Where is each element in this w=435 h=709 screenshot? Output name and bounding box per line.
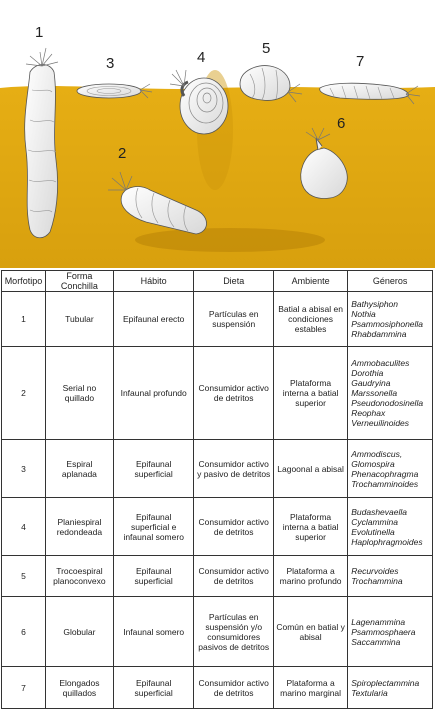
cell-generos [348, 440, 433, 498]
cell-habito: Infaunal profundo [113, 347, 194, 440]
cell-morfotipo: 1 [2, 292, 46, 347]
morphotype-5-number: 5 [262, 40, 271, 57]
header-morfotipo: Morfotipo [2, 271, 46, 292]
genus-name: Glomospira [351, 458, 395, 469]
cell-morfotipo: 2 [2, 347, 46, 440]
header-habito: Hábito [113, 271, 194, 292]
cell-generos [348, 556, 433, 597]
genus-name: Spiroplectammina [351, 677, 420, 688]
cell-ambiente: Plataforma interna a batial superior [273, 347, 347, 440]
genus-name: Haplophragmoides [351, 536, 423, 547]
cell-morfotipo: 4 [2, 498, 46, 556]
cell-habito: Epifaunal erecto [113, 292, 194, 347]
table-row [2, 347, 433, 440]
genus-name: Dorothia [351, 368, 384, 378]
table-header-row [2, 271, 433, 292]
header-dieta: Dieta [194, 271, 274, 292]
genus-name: Phenacophragma [351, 468, 419, 479]
genus-name: Marssonella [351, 388, 398, 398]
genus-name: Evolutinella [351, 526, 395, 537]
table-row [2, 667, 433, 709]
cell-habito: Epifaunal superficial [113, 556, 194, 597]
cell-ambiente: Común en batial y abisal [273, 597, 347, 667]
cell-ambiente: Plataforma a marino profundo [273, 556, 347, 597]
morphotype-7-number: 7 [356, 53, 365, 70]
cell-habito: Infaunal somero [113, 597, 194, 667]
shell-shadow [135, 228, 325, 252]
genus-name: Trochamminoides [351, 478, 419, 489]
morphotype-4-number: 4 [197, 49, 206, 66]
morphotype-2-number: 2 [118, 145, 127, 162]
cell-generos [348, 347, 433, 440]
genus-name: Pseudonodosinella [351, 398, 424, 408]
cell-forma-conchilla: Tubular [45, 292, 113, 347]
morphotype-6-number: 6 [337, 115, 346, 132]
header-ambiente: Ambiente [273, 271, 347, 292]
morphotype-table-container [1, 270, 433, 709]
cell-morfotipo: 7 [2, 667, 46, 709]
genus-name: Bathysiphon [351, 299, 399, 309]
table-row [2, 556, 433, 597]
cell-forma-conchilla: Planiespiral redondeada [45, 498, 113, 556]
cell-generos [348, 597, 433, 667]
cell-ambiente: Lagoonal a abisal [273, 440, 347, 498]
genus-name: Recurvoides [351, 566, 399, 576]
header-generos: Géneros [348, 271, 433, 292]
genus-name: Textularia [351, 687, 388, 698]
genus-name: Saccammina [351, 636, 401, 647]
cell-forma-conchilla: Globular [45, 597, 113, 667]
genus-name: Nothia [351, 309, 376, 319]
genus-name: Ammobaculites [351, 358, 410, 368]
cell-forma-conchilla: Elongados quillados [45, 667, 113, 709]
morphotype-3-number: 3 [106, 55, 115, 72]
cell-forma-conchilla: Espiral aplanada [45, 440, 113, 498]
cell-habito: Epifaunal superficial [113, 440, 194, 498]
table-row [2, 440, 433, 498]
morphotype-1-number: 1 [35, 24, 44, 41]
header-forma-conchilla: Forma Conchilla [45, 271, 113, 292]
cell-generos [348, 667, 433, 709]
genus-name: Lagenammina [351, 616, 406, 627]
table-row [2, 498, 433, 556]
cell-morfotipo: 5 [2, 556, 46, 597]
cell-ambiente: Plataforma interna a batial superior [273, 498, 347, 556]
genus-name: Verneuilinoides [351, 418, 410, 428]
cell-ambiente: Plataforma a marino marginal [273, 667, 347, 709]
cell-generos [348, 498, 433, 556]
cell-forma-conchilla: Serial no quillado [45, 347, 113, 440]
genus-name: Reophax [351, 408, 386, 418]
morphotype-1-tubular-shell [25, 48, 58, 238]
cell-dieta: Consumidor activo de detritos [194, 667, 274, 709]
cell-dieta: Consumidor activo de detritos [194, 556, 274, 597]
genus-name: Gaudryina [351, 378, 391, 388]
cell-dieta: Consumidor activo de detritos [194, 347, 274, 440]
cell-dieta: Partículas en suspensión [194, 292, 274, 347]
cell-forma-conchilla: Trocoespiral planoconvexo [45, 556, 113, 597]
cell-dieta: Consumidor activo de detritos [194, 498, 274, 556]
genus-name: Rhabdammina [351, 329, 407, 339]
genus-name: Trochammina [351, 576, 403, 586]
genus-name: Budashevaella [351, 506, 407, 517]
table-row [2, 292, 433, 347]
cell-dieta: Partículas en suspensión y/o consumidores pasivos de detritos [194, 597, 274, 667]
morphotype-table [1, 270, 433, 709]
morphotype-illustration [0, 0, 435, 268]
table-body [2, 292, 433, 709]
cell-habito: Epifaunal superficial [113, 667, 194, 709]
genus-name: Ammodiscus, [351, 448, 403, 459]
cell-ambiente: Batial a abisal en condiciones estables [273, 292, 347, 347]
cell-habito: Epifaunal superficial e infaunal somero [113, 498, 194, 556]
table-row [2, 597, 433, 667]
genus-name: Cyclammina [351, 516, 398, 527]
genus-name: Psammosiphonella [351, 319, 424, 329]
cell-generos [348, 292, 433, 347]
cell-morfotipo: 3 [2, 440, 46, 498]
genus-name: Psammosphaera [351, 626, 416, 637]
cell-dieta: Consumidor activo y pasivo de detritos [194, 440, 274, 498]
cell-morfotipo: 6 [2, 597, 46, 667]
